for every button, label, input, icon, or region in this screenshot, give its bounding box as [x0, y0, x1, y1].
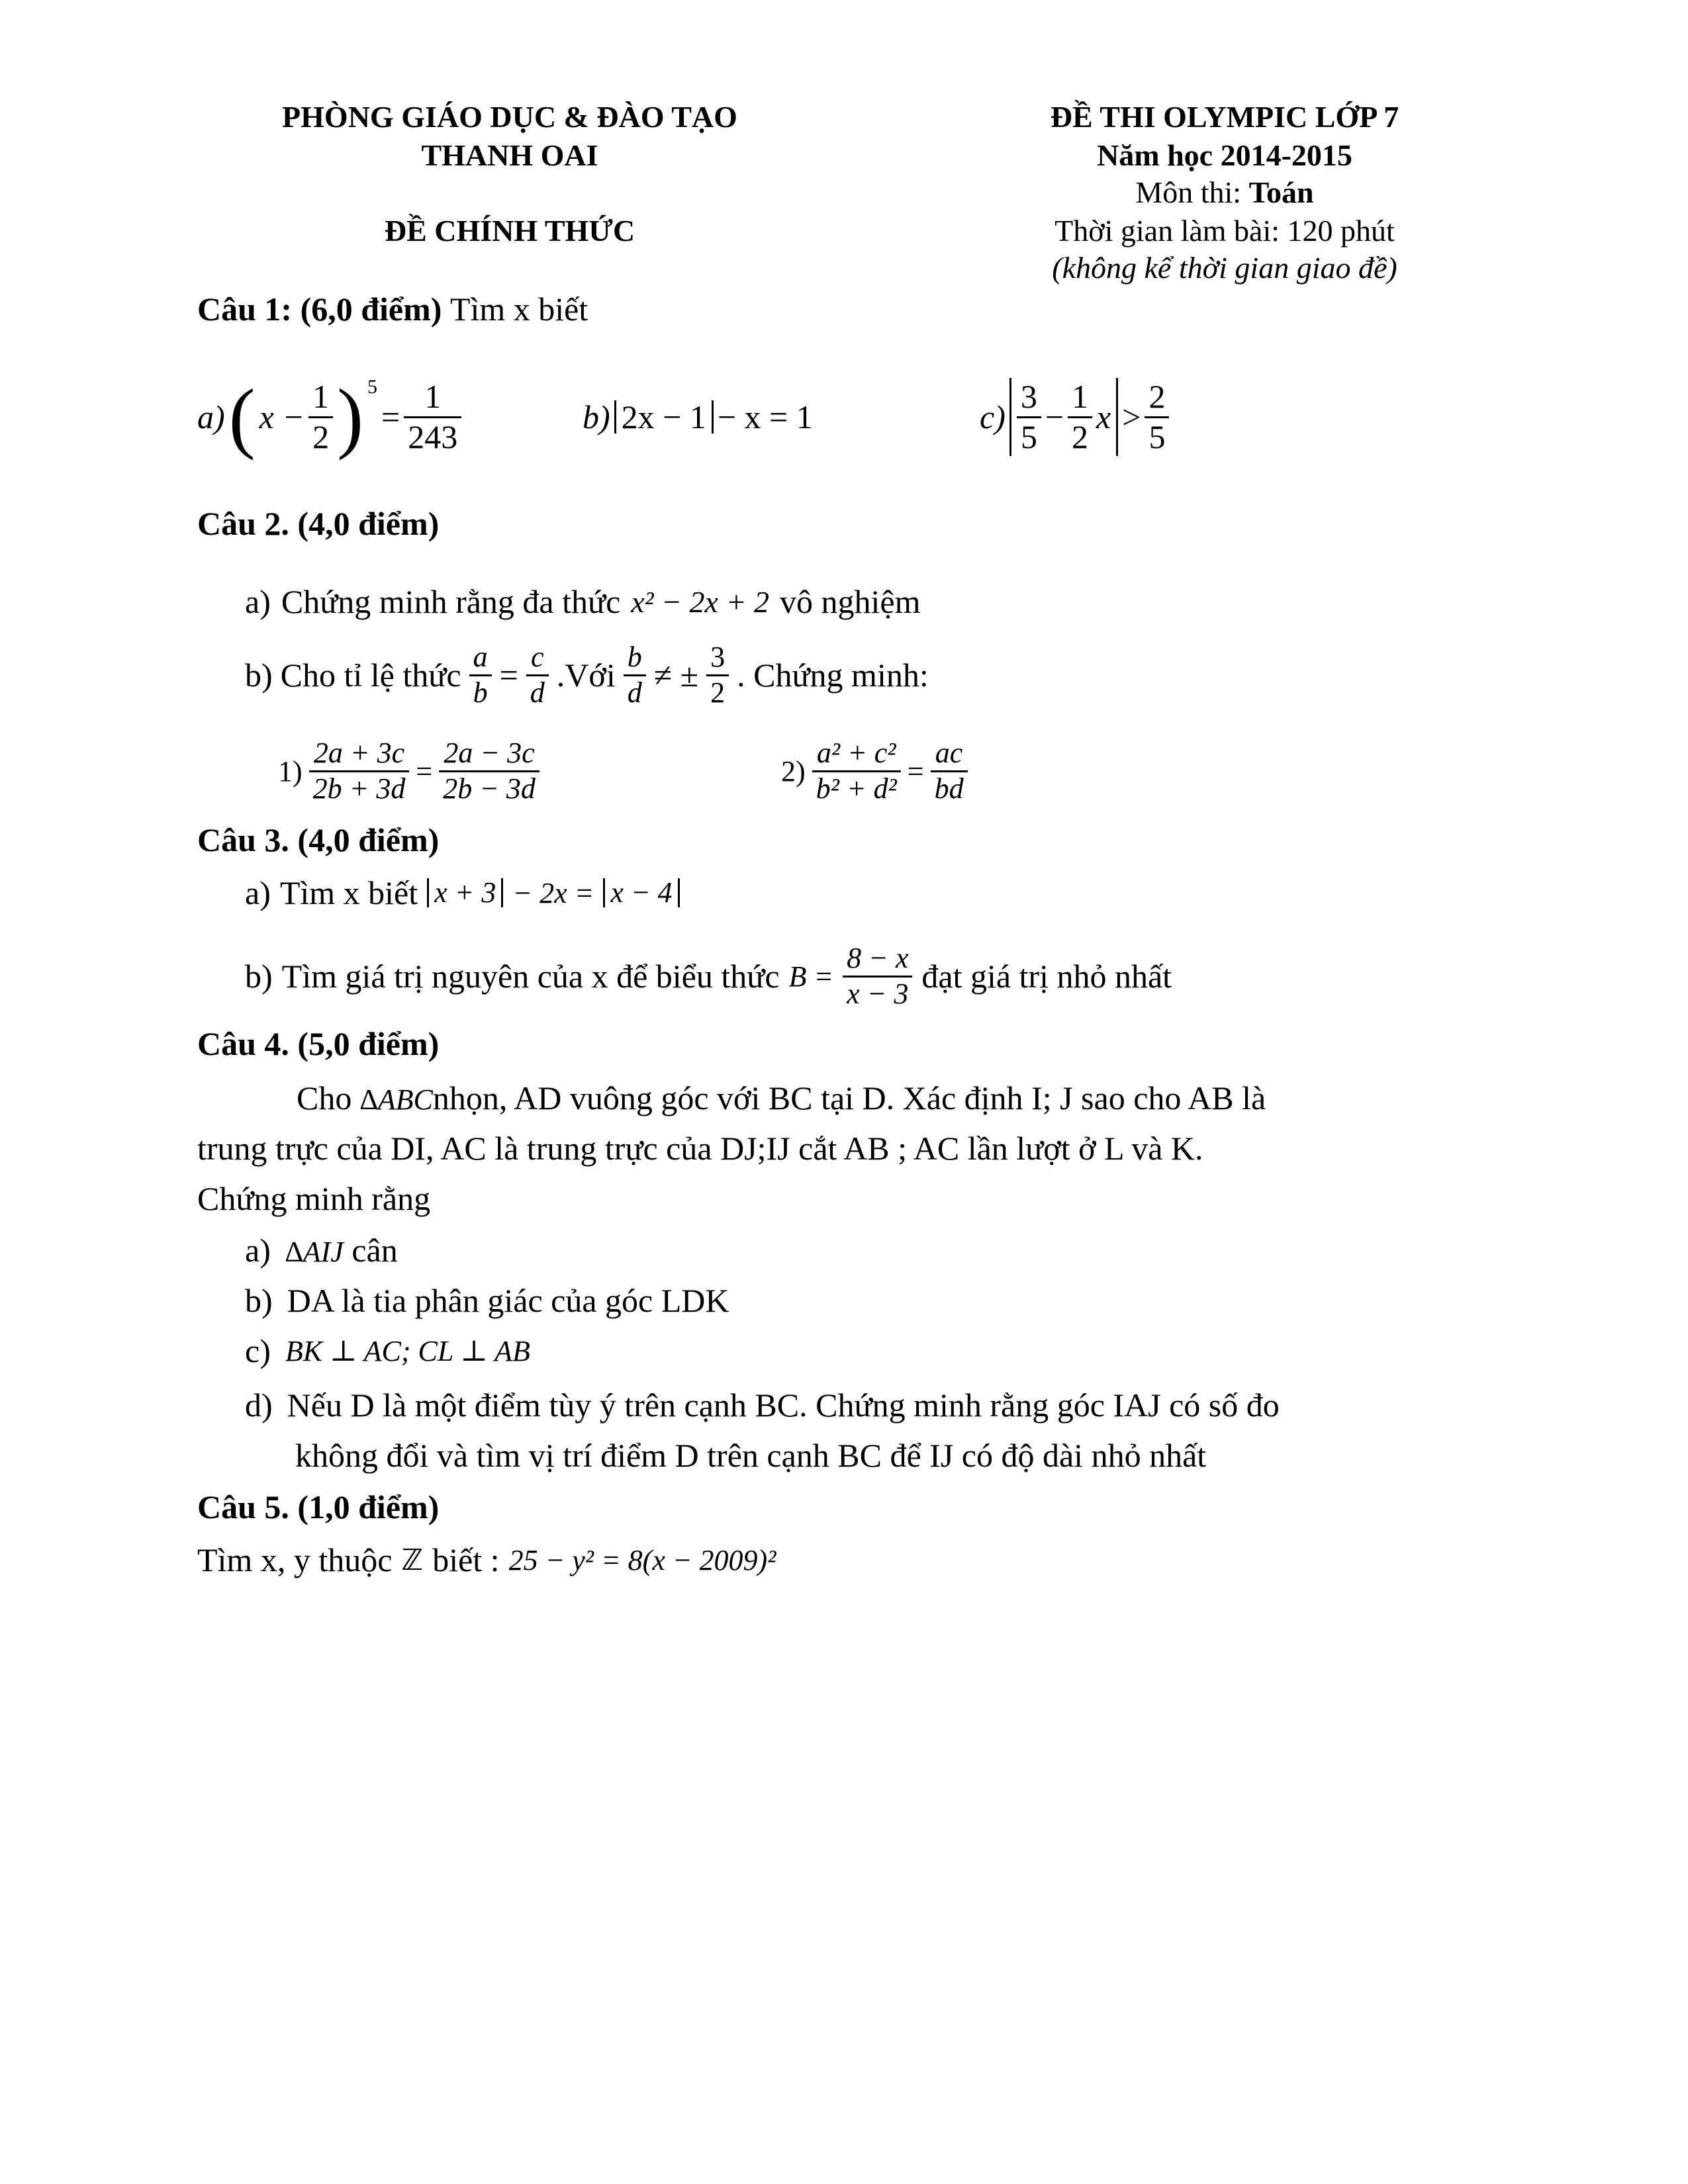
- q2-b-neq: ≠ ±: [653, 657, 699, 694]
- q4-c-text: BK ⊥ AC; CL ⊥ AB: [285, 1334, 530, 1367]
- q3-a: [245, 874, 680, 912]
- q2-p1-rn: 2a − 3c: [439, 737, 539, 772]
- q4-b-text: DA là tia phân giác của góc LDK: [287, 1282, 729, 1319]
- q4-p1-a: Cho: [297, 1079, 352, 1116]
- q1-c-n2: 1: [1068, 378, 1092, 418]
- q1-c-x: x: [1096, 398, 1111, 435]
- q4-b: [245, 1281, 729, 1320]
- q1-c-frac1: [1017, 378, 1041, 456]
- q3-a-text: Tìm x biết: [279, 874, 418, 911]
- q2-p2-eq: =: [907, 754, 924, 788]
- q1-c-d3: 5: [1149, 418, 1166, 455]
- q1-c-n1: 3: [1017, 378, 1041, 418]
- q2-p2-ld: b² + d²: [816, 772, 897, 805]
- q3-b: [245, 933, 1172, 1019]
- q2-b-f1d: b: [473, 676, 488, 709]
- q1-a-rhs-den: 243: [408, 418, 458, 455]
- q2-b: [245, 635, 929, 715]
- q1-b-rest: − x = 1: [717, 398, 813, 435]
- q1-b: [583, 371, 813, 463]
- q2-p2: [781, 728, 968, 814]
- q1-a-frac-num: 1: [308, 378, 333, 418]
- q2-b-f2n: c: [526, 641, 549, 676]
- q1-c-minus: −: [1045, 398, 1064, 435]
- q5-text1: Tìm x, y thuộc: [197, 1541, 393, 1578]
- q1-a-rhs: [404, 378, 461, 456]
- q2-b-f4: [706, 641, 729, 709]
- q1-a-frac: [308, 378, 333, 456]
- q3-b-text2: đạt giá trị nhỏ nhất: [921, 958, 1172, 995]
- q1-a-rhs-num: 1: [404, 378, 461, 418]
- q1-c-d2: 2: [1072, 418, 1089, 455]
- q2-b-label: b): [245, 657, 273, 694]
- q2-b-f3d: d: [627, 676, 642, 709]
- q4-p1-b: nhọn, AD vuông góc với BC tại D. Xác định I; J sao cho AB là: [432, 1079, 1266, 1116]
- q2-p2-rn: ac: [931, 737, 968, 772]
- q5-body: [197, 1541, 776, 1579]
- q3-a-abs1: x + 3: [427, 878, 503, 907]
- q2-title: Câu 2. (4,0 điểm): [197, 505, 440, 542]
- q2-b-f4d: 2: [710, 676, 726, 709]
- q2-p1-ld: 2b + 3d: [312, 772, 406, 805]
- q2-p2-right: [931, 737, 968, 805]
- q2-p1-right: [439, 737, 539, 805]
- q3-b-B: B =: [788, 960, 834, 993]
- time-note: (không kể thời gian giao đề): [1052, 251, 1397, 285]
- dept-name: PHÒNG GIÁO DỤC & ĐÀO TẠO: [282, 100, 737, 134]
- q2-b-text1: Cho tỉ lệ thức: [280, 657, 461, 694]
- q4-a-label: a): [245, 1232, 271, 1269]
- q2-b-text3: . Chứng minh:: [737, 657, 929, 694]
- q1-c-frac2: [1068, 378, 1092, 456]
- q2-p2-ln: a² + c²: [812, 737, 901, 772]
- q1-a-label: a): [197, 398, 225, 435]
- time-limit: Thời gian làm bài: 120 phút: [1055, 214, 1395, 248]
- q4-c-label: c): [245, 1332, 271, 1369]
- q1-c-abs: [1009, 378, 1118, 456]
- q2-b-f2: [526, 641, 549, 709]
- q1-c-label: c): [980, 398, 1006, 435]
- q2-a: [245, 582, 921, 621]
- q1-a-expr: x −: [259, 398, 305, 435]
- q1-b-label: b): [583, 398, 610, 435]
- q4-d-line1: Nếu D là một điểm tùy ý trên cạnh BC. Chứng minh rằng góc IAJ có số đo: [287, 1387, 1280, 1424]
- q1-title: Câu 1: (6,0 điểm): [197, 291, 442, 328]
- q4-para-line1: [297, 1079, 1266, 1117]
- q1-a-exp: 5: [367, 376, 378, 398]
- q1-c: [980, 371, 1169, 463]
- q1-prompt: Tìm x biết: [449, 291, 588, 328]
- q3-a-abs2: x − 4: [603, 878, 679, 907]
- q4-d-label: d): [245, 1387, 273, 1424]
- district-name: THANH OAI: [421, 138, 598, 172]
- q2-p2-rd: bd: [934, 772, 964, 805]
- q5-set: ℤ: [401, 1543, 424, 1577]
- q4-a-tri: ∆AIJ: [285, 1236, 344, 1268]
- q2-b-f2d: d: [530, 676, 545, 709]
- q2-a-label: a): [245, 583, 271, 620]
- q2-p1-left: [309, 737, 410, 805]
- q3-a-label: a): [245, 874, 271, 911]
- exam-title: ĐỀ THI OLYMPIC LỚP 7: [1050, 100, 1399, 134]
- q4-d: [245, 1386, 1280, 1424]
- q2-a-text2: vô nghiệm: [780, 583, 921, 620]
- q4-c: [245, 1332, 530, 1370]
- q1-c-d1: 5: [1020, 418, 1037, 455]
- q1-title-line: [197, 290, 588, 328]
- q2-a-text1: Chứng minh rằng đa thức: [281, 583, 621, 620]
- q2-b-f4n: 3: [706, 641, 729, 676]
- q2-a-poly: x² − 2x + 2: [631, 584, 770, 619]
- q4-p1-tri: ∆ABC: [359, 1083, 433, 1116]
- q1-c-n3: 2: [1145, 378, 1169, 418]
- q3-title: Câu 3. (4,0 điểm): [197, 821, 440, 858]
- q3-b-den: x − 3: [847, 977, 909, 1010]
- q2-b-f3: [624, 641, 646, 709]
- q2-b-eq: =: [499, 657, 518, 694]
- q1-b-abs: 2x − 1: [614, 400, 714, 433]
- q2-p1-ln: 2a + 3c: [309, 737, 410, 772]
- q4-d-line2: không đổi và tìm vị trí điểm D trên cạnh BC để IJ có độ dài nhỏ nhất: [295, 1437, 1207, 1474]
- q4-title: Câu 4. (5,0 điểm): [197, 1025, 440, 1062]
- q2-b-f1n: a: [469, 641, 492, 676]
- q2-p2-label: 2): [781, 754, 806, 788]
- q1-a-rparen: ): [337, 373, 364, 461]
- school-year: Năm học 2014-2015: [1097, 138, 1352, 172]
- q1-c-gt: >: [1122, 398, 1141, 435]
- q2-p1: [278, 728, 539, 814]
- q2-b-f1: [469, 641, 492, 709]
- q2-b-text2: .Với: [556, 657, 616, 694]
- q3-b-label: b): [245, 958, 273, 995]
- q1-a-frac-den: 2: [312, 418, 330, 455]
- q2-b-f3n: b: [624, 641, 646, 676]
- q4-para-line2: trung trực của DI, AC là trung trực của DJ;IJ cắt AB ; AC lần lượt ở L và K.: [197, 1130, 1203, 1167]
- q1-a: [197, 371, 461, 463]
- q4-a-text: cân: [352, 1232, 398, 1269]
- q3-b-frac: [843, 942, 912, 1011]
- q3-a-mid: − 2x =: [512, 876, 594, 909]
- q1-a-eq: =: [381, 398, 400, 435]
- q2-p1-label: 1): [278, 754, 303, 788]
- q5-text2: biết :: [432, 1541, 500, 1578]
- subject-line: [940, 173, 1509, 212]
- q3-b-num: 8 − x: [843, 942, 912, 978]
- subject-name: Toán: [1248, 175, 1314, 209]
- subject-prefix: Môn thi:: [1135, 175, 1249, 209]
- q1-c-frac3: [1145, 378, 1169, 456]
- q2-p1-rd: 2b − 3d: [443, 772, 536, 805]
- q1-a-lparen: (: [228, 373, 256, 461]
- q4-para-line3: Chứng minh rằng: [197, 1180, 431, 1217]
- official-label: ĐỀ CHÍNH THỨC: [384, 214, 635, 248]
- q4-a: [245, 1231, 398, 1269]
- q5-expr: 25 − y² = 8(x − 2009)²: [508, 1543, 776, 1576]
- q2-p2-left: [812, 737, 901, 805]
- q2-p1-eq: =: [416, 754, 433, 788]
- q3-b-text1: Tìm giá trị nguyên của x để biểu thức: [281, 958, 780, 995]
- q4-b-label: b): [245, 1282, 273, 1319]
- q5-title: Câu 5. (1,0 điểm): [197, 1488, 440, 1525]
